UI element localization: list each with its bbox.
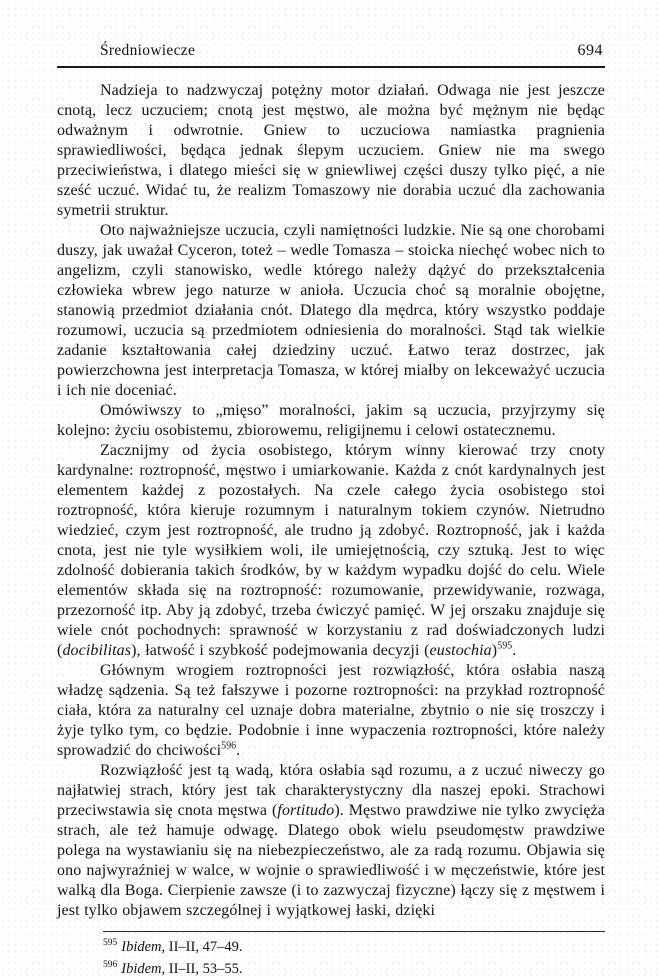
text-run: .	[512, 642, 517, 659]
italic-term: Ibidem	[121, 939, 162, 955]
footnote	[103, 959, 605, 978]
text-run: Głównym wrogiem roztropności jest rozwiązłość, która osłabia naszą władzę sądzenia. Są też fałszywe i pozorne roztropności: na przykład roztropność ciała, która za naturalny cel uznaje dobra materialne, zbytnio o nie się troszczy i żyje tylko tym, co będzie. Podobnie i inne wypaczenia roztropności, które należy sprowadzić do chciwości	[57, 662, 605, 759]
text-run: )	[491, 642, 498, 659]
footnote-block	[57, 931, 605, 978]
text-run: Rozwiązłość jest tą wadą, która osłabia sąd rozumu, a z uczuć niweczy go najłatwiej strach, który jest tak charakterystyczny dla naszej epoki. Strachowi przeciwstawia się cnota męstwa (	[57, 762, 605, 819]
text-run: Omówiwszy to „mięso” moralności, jakim są uczucia, przyjrzymy się kolejno: życiu osobistemu, zbiorowemu, religijnemu i celowi ostatecznemu.	[57, 402, 605, 439]
footnotes-list	[57, 937, 605, 978]
paragraph	[57, 661, 605, 761]
footnote-marker: 595	[103, 938, 118, 949]
text-run: Oto najważniejsze uczucia, czyli namiętności ludzkie. Nie są one chorobami duszy, jak uważał Cyceron, toteż – wedle Tomasza – stoicka niechęć wobec nich to angelizm, czyli stanowisko, wedle którego należy dążyć do przekształcenia człowieka wbrew jego naturze w anioła. Uczucia choć są moralnie obojętne, stanowią przedmiot działania cnót. Dlatego dla mędrca, który wszystko poddaje rozumowi, uczucia są przedmiotem odniesienia do moralności. Stąd tak wielkie zadanie kształtowania całej dziedziny uczuć. Łatwo teraz dostrzec, jak powierzchowna jest interpretacja Tomasza, w której miałby on lekceważyć uczucia i ich nie doceniać.	[57, 222, 605, 399]
footnote	[103, 937, 605, 959]
page-number: 694	[577, 42, 603, 59]
text-run: , II–II, 47–49.	[161, 939, 243, 955]
section-title: Średniowiecze	[100, 42, 196, 59]
text-run: , II–II, 53–55.	[161, 960, 243, 977]
paragraph	[57, 401, 605, 441]
text-run: ). Męstwo prawdziwe nie tylko zwycięża strach, ale też hamuje odwagę. Dlatego obok wielu pseudomęstw prawdziwe polega na wystawianiu się na niebezpieczeństwo, ale za radą rozumu. Objawia się ono najwyraźniej w walce, w wojnie o sprawiedliwość i w męczeństwie, które jest walką dla Boga. Cierpienie zawsze (i to zazwyczaj fizyczne) łączy się z męstwem i jest tylko objawem szczególnej i wyjątkowej łaski, dzięki	[57, 802, 605, 919]
running-head	[57, 42, 605, 68]
paragraph	[57, 81, 605, 221]
text-run: .	[236, 742, 241, 759]
paragraph	[57, 761, 605, 921]
footnote-ref: 595	[497, 640, 513, 652]
footnote-ref: 596	[221, 740, 237, 752]
italic-term: Ibidem	[121, 960, 162, 977]
italic-term: eustochia	[429, 642, 492, 659]
italic-term: fortitudo	[277, 802, 335, 819]
footnote-marker: 596	[103, 959, 118, 970]
text-run: Zacznijmy od życia osobistego, którym winny kierować trzy cnoty kardynalne: roztropność, męstwo i umiarkowanie. Każda z cnót kardynalnych jest elementem każdej z pozostałych. Na czele całego życia osobistego stoi roztropność, która kieruje rozumnym i naturalnym tokiem czynów. Nietrudno wiedzieć, czym jest roztropność, ale trudno ją zdobyć. Roztropność, jak i każda cnota, jest nie tyle wysiłkiem woli, ile umiejętnością, czy sztuką. Jest to więc zdolność dobierania takich środków, by w każdym wypadku dojść do celu. Wiele elementów składa się na roztropność: rozumowanie, przewidywanie, rozwaga, przezorność itp. Aby ją zdobyć, trzeba ćwiczyć pamięć. W jej orszaku znajduje się wiele cnót pochodnych: sprawność w korzystaniu z rad doświadczonych ludzi (	[57, 442, 605, 659]
paragraph	[57, 221, 605, 401]
footnote-separator	[103, 931, 605, 932]
text-run: ), łatwość i szybkość podejmowania decyzji (	[131, 642, 430, 659]
italic-term: docibilitas	[62, 642, 132, 659]
text-run: Nadzieja to nadzwyczaj potężny motor działań. Odwaga nie jest jeszcze cnotą, lecz uczuciem; cnotą jest męstwo, ale można być mężnym nie będąc odważnym i odwrotnie. Gniew to uczuciowa namiastka pragnienia sprawiedliwości, będąca jednak ślepym uczuciem. Gniew nie ma swego przeciwieństwa, i dlatego mieści się w gniewliwej części duszy tylko pięć, a nie sześć uczuć. Widać tu, że realizm Tomaszowy nie dorabia uczuć dla zachowania symetrii struktur.	[57, 82, 605, 219]
paragraph	[57, 441, 605, 661]
page-body	[57, 81, 605, 921]
